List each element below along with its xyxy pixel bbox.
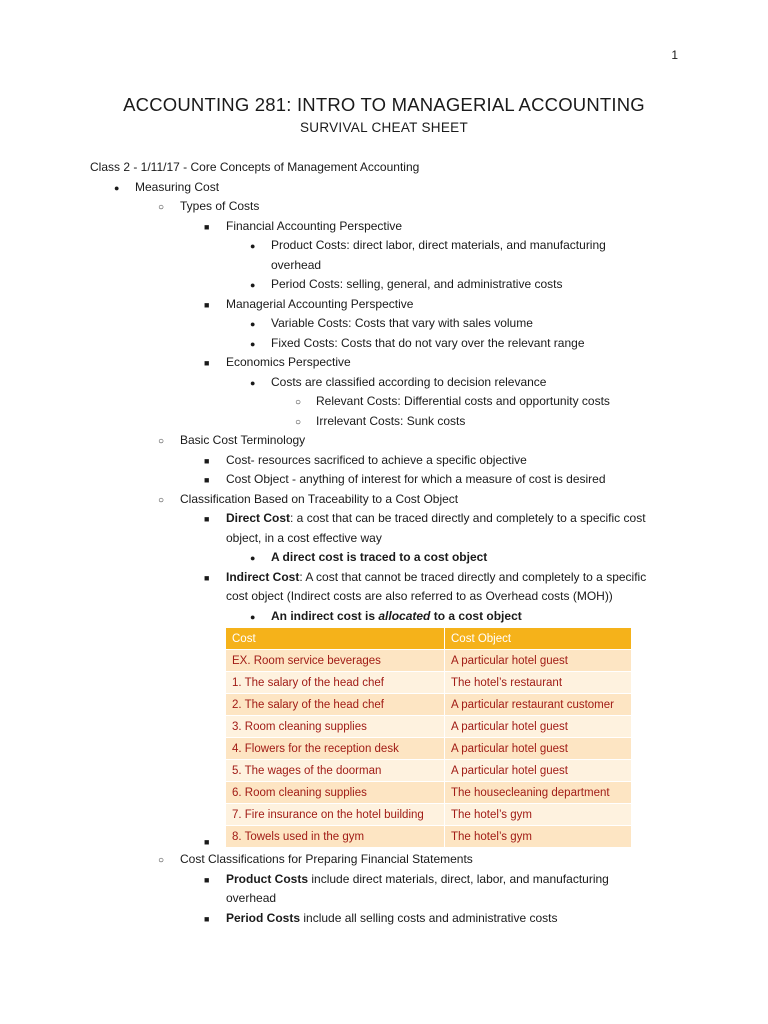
disc-bullet-icon [250,236,255,257]
table-cell: 5. The wages of the doorman [226,760,445,782]
square-bullet-icon [204,295,209,316]
table-row [226,694,632,716]
table-cell: The housecleaning department [445,782,632,804]
list-item: ■ Cost Object - anything of interest for which a measure of cost is desired [0,470,768,490]
table-cell: The hotel’s gym [445,804,632,826]
disc-bullet-icon [250,334,255,355]
table-row [226,650,632,672]
disc-bullet-icon [250,373,255,394]
notes-body [0,158,768,626]
list-item-continuation: overhead [271,257,322,272]
list-item-continuation: cost object (Indirect costs are also referred to as Overhead costs (MOH)) [226,589,613,603]
circle-bullet-icon [158,197,164,218]
circle-bullet-icon [158,431,164,452]
table-cell: A particular restaurant customer [445,694,632,716]
table-cell: 2. The salary of the head chef [226,694,445,716]
table-cell: 3. Room cleaning supplies [226,716,445,738]
table-row [226,760,632,782]
period-costs-term: Period Costs [226,910,301,925]
list-item: ● An indirect cost is allocated to a cost object [0,607,768,627]
table-cell: A particular hotel guest [445,738,632,760]
list-item: ● Period Costs: selling, general, and administrative costs [0,275,768,295]
list-item: ○ Cost Classifications for Preparing Financial Statements [0,850,768,870]
list-item: ● Variable Costs: Costs that vary with sales volume [0,314,768,334]
circle-bullet-icon [158,850,164,871]
table-row [226,826,632,848]
square-bullet-icon [204,451,209,472]
list-item: ■ Period Costs include all selling costs and administrative costs [0,909,768,929]
list-item: ○ Irrelevant Costs: Sunk costs [0,412,768,432]
list-item-continuation: object, in a cost effective way [226,530,382,545]
square-bullet-icon [204,470,209,491]
table-cell: A particular hotel guest [445,760,632,782]
list-item: ● Fixed Costs: Costs that do not vary over the relevant range [0,334,768,354]
list-item: ○ Classification Based on Traceability to a Cost Object [0,490,768,510]
document-title: ACCOUNTING 281: INTRO TO MANAGERIAL ACCOUNTING [123,94,645,115]
table-cell: EX. Room service beverages [226,650,445,672]
list-item: ○ Basic Cost Terminology [0,431,768,451]
list-item: ● Measuring Cost [0,178,768,198]
circle-bullet-icon [295,412,301,433]
class-heading: Class 2 - 1/11/17 - Core Concepts of Management Accounting [90,160,420,174]
table-cell: 8. Towels used in the gym [226,826,445,848]
disc-bullet-icon [250,314,255,335]
table-cell: 4. Flowers for the reception desk [226,738,445,760]
table-cell: The hotel’s restaurant [445,672,632,694]
circle-bullet-icon [158,490,164,511]
square-bullet-icon [204,509,209,530]
square-bullet-icon [204,568,209,589]
table-cell: 1. The salary of the head chef [226,672,445,694]
square-bullet-icon [204,353,209,374]
list-item: ■ Product Costs include direct materials, direct, labor, and manufacturing [0,870,768,890]
list-item: ○ Types of Costs [0,197,768,217]
table-cell: A particular hotel guest [445,650,632,672]
table-cell: The hotel’s gym [445,826,632,848]
list-item: ● Product Costs: direct labor, direct materials, and manufacturing [0,236,768,256]
list-item: ■ Indirect Cost: A cost that cannot be traced directly and completely to a specific [0,568,768,588]
list-item: ● A direct cost is traced to a cost object [0,548,768,568]
list-item: ■ Cost- resources sacrificed to achieve a specific objective [0,451,768,471]
product-costs-term: Product Costs [226,871,309,886]
table-row [226,804,632,826]
table-row [226,738,632,760]
disc-bullet-icon [250,607,255,628]
table-cell: A particular hotel guest [445,716,632,738]
direct-cost-term: Direct Cost [226,511,291,525]
table-cell: 6. Room cleaning supplies [226,782,445,804]
table-row [226,672,632,694]
table-cell: 7. Fire insurance on the hotel building [226,804,445,826]
list-item: ■ Financial Accounting Perspective [0,217,768,237]
list-item-continuation: overhead [226,891,277,905]
disc-bullet-icon [250,275,255,296]
column-header: Cost Object [445,628,632,650]
list-item: ■ Direct Cost: a cost that can be traced directly and completely to a specific cost [0,509,768,529]
table-header-row [226,628,632,650]
document-subtitle: SURVIVAL CHEAT SHEET [299,120,469,135]
notes-body-continued [0,850,768,928]
square-bullet-icon [204,217,209,238]
list-item: ■ Managerial Accounting Perspective [0,295,768,315]
list-item: ■ Economics Perspective [0,353,768,373]
list-item: ○ Relevant Costs: Differential costs and opportunity costs [0,392,768,412]
indirect-cost-term: Indirect Cost [226,569,300,584]
disc-bullet-icon [250,548,255,569]
table-row [226,782,632,804]
page-number: 1 [671,48,678,62]
square-bullet-icon [204,870,209,891]
disc-bullet-icon [114,178,119,199]
square-bullet-icon [204,909,209,930]
list-item: ● Costs are classified according to decision relevance [0,373,768,393]
cost-classification-table [226,628,632,847]
circle-bullet-icon [295,392,301,413]
column-header: Cost [226,628,445,650]
table-row [226,716,632,738]
